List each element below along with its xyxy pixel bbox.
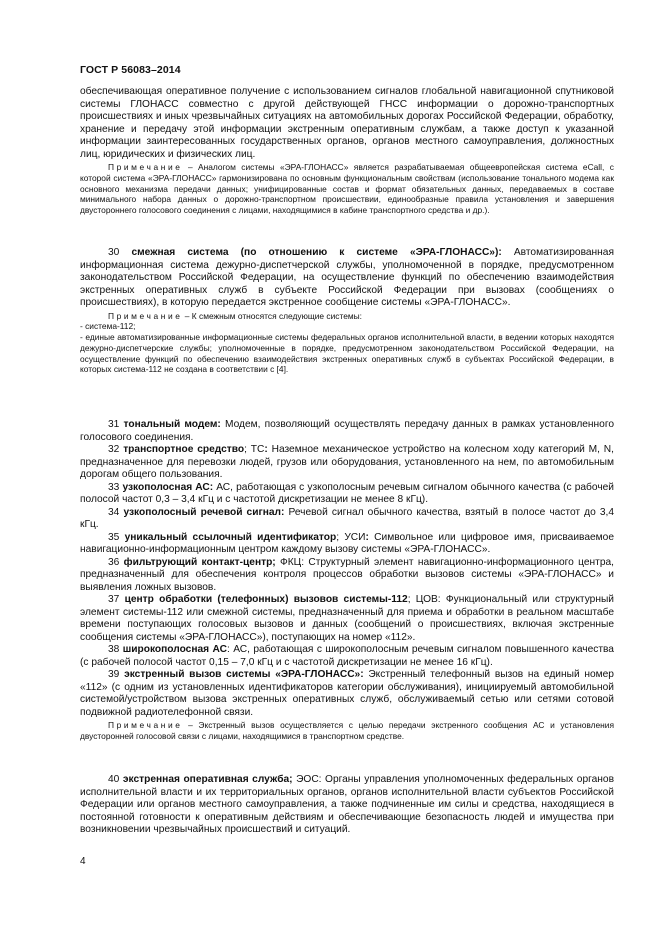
- term-text: : АС, работающая с широкополосным речевым сигналом повышенного качества (с рабочей полосой частот 0,15 – 7,0 кГц и с частотой дискретизации не менее 16 кГц).: [80, 644, 614, 668]
- term-name: смежная система (по отношению к системе «ЭРА-ГЛОНАСС»):: [131, 247, 502, 258]
- term-abbr: ; ТС: [244, 444, 265, 455]
- definition-30: [80, 247, 614, 375]
- term-text: ФКЦ: Структурный элемент навигационно-информационного центра, предназначенный для обеспечения контроля процессов обработки вызовов системы «ЭРА-ГЛОНАСС» и выявления ложных вызовов.: [80, 556, 614, 593]
- term-number: 30: [108, 247, 120, 258]
- term-colon: :: [264, 444, 268, 455]
- term-number: 34: [108, 506, 120, 518]
- intro-paragraph: обеспечивающая оперативное получение с использованием сигналов глобальной навигационной спутниковой системы ГЛОНАСС совместно с другой действующей ГНСС информации о дорожно-транспортных происшествиях и иных чрезвычайных ситуациях на автомобильных дорогах Российской Федерации, обработку, хранение и передачу этой информации экстренным оперативным службам, а также доступ к указанной информации заинтересованных государственных органов, органов местного самоуправления, должностных лиц, юридических и физических лиц.: [80, 86, 614, 160]
- term-number: 39: [108, 669, 120, 680]
- definition-30-text: [80, 247, 614, 310]
- definition-37: [80, 594, 614, 644]
- term-number: 36: [108, 556, 120, 568]
- term-number: 32: [108, 444, 120, 455]
- term-name: узкополосный речевой сигнал:: [123, 506, 285, 518]
- term-text: ЭОС: Органы управления уполномоченных федеральных органов исполнительной власти и их территориальных органов, органов исполнительной власти субъектов Российской Федерации или органов местного самоуправления, а также подчиненные им силы и средства, находящиеся в постоянной готовности к оперативным действиям и обеспечивающие безопасность людей и имущества при возникновении чрезвычайных происшествий и ситуаций.: [80, 774, 614, 835]
- definition-39-note: [80, 720, 614, 742]
- term-number: 38: [108, 644, 120, 655]
- term-name: тональный модем:: [123, 419, 221, 430]
- note-label: Примечание: [108, 720, 183, 730]
- intro-block: [80, 86, 614, 216]
- note-label: Примечание: [108, 310, 183, 321]
- term-name: центр обработки (телефонных) вызовов системы-112: [124, 594, 408, 605]
- term-colon: :: [365, 531, 369, 543]
- term-number: 40: [108, 774, 120, 785]
- definition-34: [80, 507, 614, 532]
- page-number: 4: [80, 856, 86, 867]
- term-abbr: ; УСИ: [336, 531, 366, 543]
- definition-32: [80, 444, 614, 482]
- term-text: ; ЦОВ: Функциональный или структурный элемент системы-112 или смежной системы, предназначенный для приема и обработки в реальном масштабе времени поступающих голосовых вызовов и данных (сообщений о происшествиях, включая экстренные сообщения системы «ЭРА-ГЛОНАСС»), поступающих на номер «112».: [80, 594, 614, 643]
- note-text: – К смежным относятся следующие системы:: [182, 310, 362, 321]
- term-number: 33: [108, 481, 120, 493]
- definition-40-text: [80, 774, 614, 837]
- definition-31: [80, 419, 614, 444]
- term-text: Речевой сигнал обычного качества, взятый в полосе частот до 3,4 кГц.: [80, 506, 614, 530]
- definition-30-note: [80, 311, 614, 322]
- definition-36: [80, 557, 614, 595]
- note-text: – Аналогом системы «ЭРА-ГЛОНАСС» является разрабатываемая общеевропейская система eCall, с которой система «ЭРА-ГЛОНАСС» гармонизирована по основным функциональным свойствам (использование тонального модема как основного механизма передачи данных; унифицированные состав и формат обязательных данных, передаваемых в составе минимального набора данных о дорожно-транспортном происшествии, единообразные правила установления и завершения двустороннего голосового соединения с лицами, находящимися в кабине транспортного средства и др.).: [80, 162, 614, 216]
- term-text: Автоматизированная информационная система дежурно-диспетчерской службы, уполномоченной в порядке, предусмотренном законодательством Российской Федерации, на осуществление функций по обеспечению взаимодействия экстренных оперативных служб в субъекте Российской Федерации при вызовах (сообщениях о происшествиях), в которую передается экстренное сообщение системы «ЭРА-ГЛОНАСС».: [80, 247, 614, 308]
- term-number: 37: [108, 594, 120, 605]
- term-number: 31: [108, 419, 120, 430]
- term-name: транспортное средство: [123, 444, 245, 455]
- document-header: ГОСТ Р 56083–2014: [80, 64, 181, 76]
- intro-note: [80, 162, 614, 216]
- term-name: экстренная оперативная служба;: [122, 774, 293, 785]
- term-text: Модем, позволяющий осуществлять передачу данных в рамках установленного голосового соединения.: [80, 419, 614, 443]
- term-name: широкополосная АС: [122, 644, 227, 655]
- term-text: Символьное или цифровое имя, присваиваемое навигационно-информационным центром каждому вызову системы «ЭРА-ГЛОНАСС».: [80, 531, 614, 555]
- definition-39: [80, 669, 614, 719]
- definitions-31-40: [80, 419, 614, 742]
- term-number: 35: [108, 531, 120, 543]
- definition-40: [80, 774, 614, 837]
- note-label: Примечание: [108, 162, 183, 172]
- term-name: узкополосная АС:: [122, 481, 214, 493]
- definition-35: [80, 532, 614, 557]
- term-text: АС, работающая с узкополосным речевым сигналом обычного качества (с рабочей полосой частот 0,3 – 3,4 кГц и с частотой дискретизации не менее 8 кГц).: [80, 481, 614, 505]
- definition-38: [80, 644, 614, 669]
- definition-33: [80, 482, 614, 507]
- term-name: фильтрующий контакт-центр;: [123, 556, 276, 568]
- term-name: экстренный вызов системы «ЭРА-ГЛОНАСС»:: [124, 669, 364, 680]
- note-item: - единые автоматизированные информационные системы федеральных органов исполнительной власти, в ведении которых находятся дежурно-диспетчерские службы; уполномоченные в порядке, предусмотренном законодательством Российской Федерации, на осуществление функций по обеспечению взаимодействия экстренных оперативных служб в субъектах Российской Федерации, в которых система-112 не создана в соответствии с [4].: [80, 332, 614, 375]
- note-text: – Экстренный вызов осуществляется с целью передачи экстренного сообщения АС и установления двусторонней голосовой связи с лицами, находящимися в транспортном средстве.: [80, 720, 614, 741]
- term-name: уникальный ссылочный идентификатор: [124, 531, 337, 543]
- term-text: Экстренный телефонный вызов на единый номер «112» (с одним из установленных идентификаторов категории обслуживания), инициируемый автомобильной системой/устройством вызова экстренных оперативных служб, обслуживаемый сетью или сетями сотовой подвижной радиотелефонной связи.: [80, 669, 614, 718]
- note-item: - система-112;: [80, 321, 136, 332]
- term-text: Наземное механическое устройство на колесном ходу категорий M, N, предназначенное для перевозки людей, грузов или оборудования, установленного на нем, по автомобильным дорогам общего пользования.: [80, 444, 614, 480]
